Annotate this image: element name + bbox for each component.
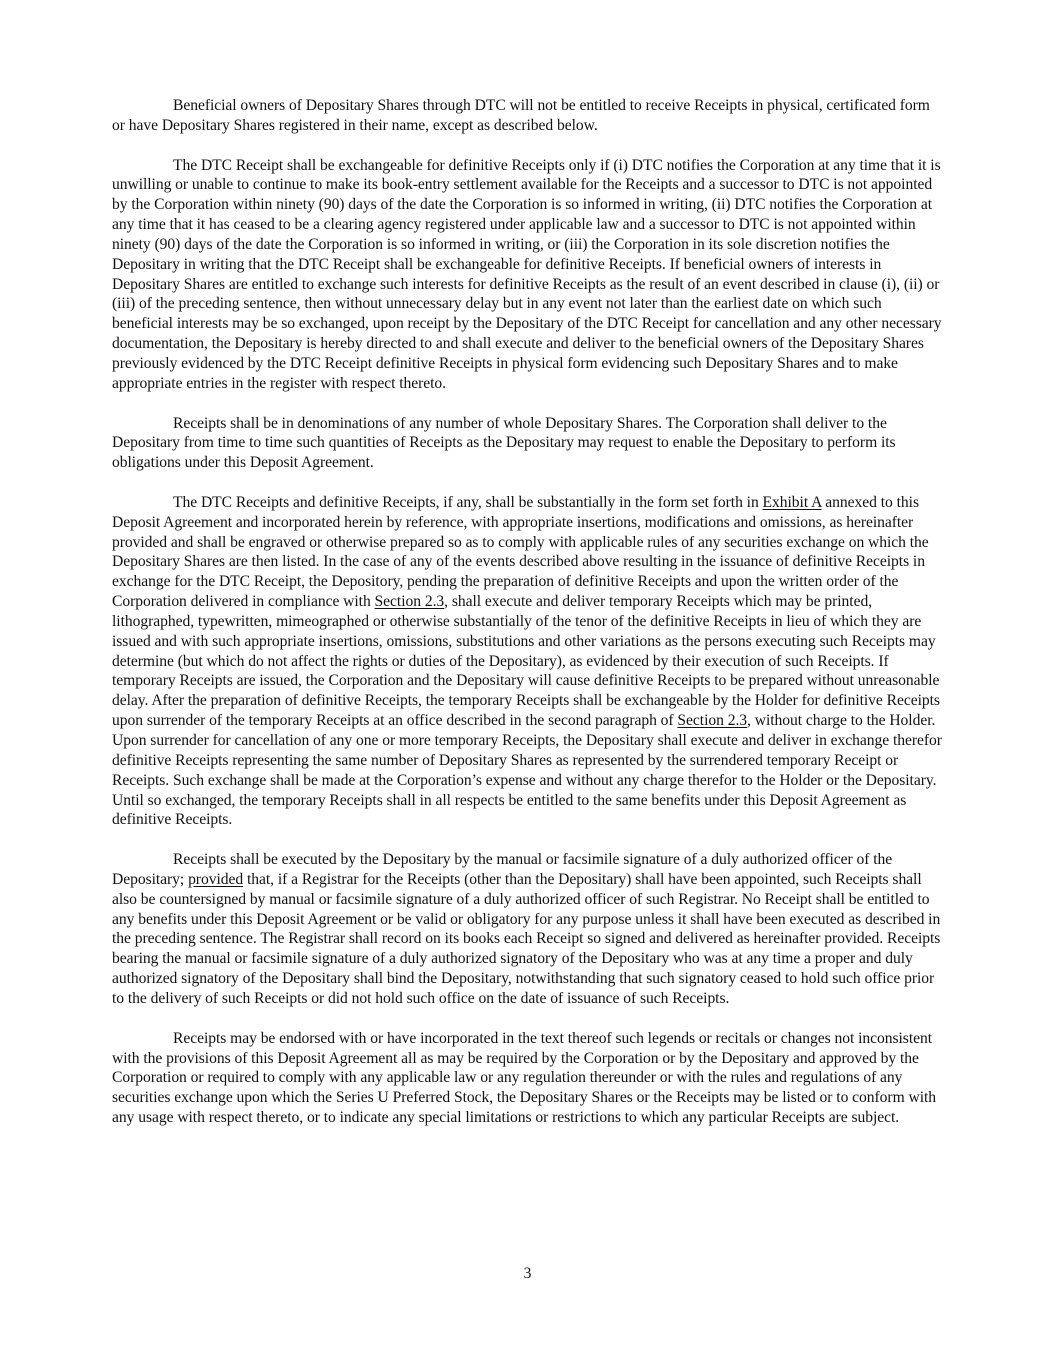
paragraph-beneficial-owners: Beneficial owners of Depositary Shares through DTC will not be entitled to receive Receipts in physical, certificated form or have Depositary Shares registered in their name, except as described below. (112, 97, 930, 134)
page-number: 3 (523, 1265, 532, 1282)
section-2-3-reference: Section 2.3 (677, 712, 748, 730)
section-2-3-reference: Section 2.3 (374, 593, 445, 611)
paragraph-form-of-receipts (112, 493, 944, 830)
paragraph-text: , shall execute and deliver temporary Receipts which may be printed, lithographed, typewritten, mimeographed or otherwise substantially of the tenor of the definitive Receipts in lieu of which they are issued and with such appropriate insertions, omissions, substitutions and other variations as the persons executing such Receipts may determine (but which do not affect the rights or duties of the Depositary), as evidenced by their execution of such Receipts. If temporary Receipts are issued, the Corporation and the Depositary will cause definitive Receipts to be prepared without unreasonable delay. After the preparation of definitive Receipts, the temporary Receipts shall be exchangeable by the Holder for definitive Receipts upon surrender of the temporary Receipts at an office described in the second paragraph of (112, 593, 940, 730)
paragraph-endorsements: Receipts may be endorsed with or have incorporated in the text thereof such legends or recitals or changes not inconsistent with the provisions of this Deposit Agreement all as may be required by the Corporation or by the Depositary and approved by the Corporation or required to comply with any applicable law or any regulation thereunder or with the rules and regulations of any securities exchange upon which the Series U Preferred Stock, the Depositary Shares or the Receipts may be listed or to conform with any usage with respect thereto, or to indicate any special limitations or restrictions to which any particular Receipts are subject. (112, 1029, 937, 1127)
paragraph-text: that, if a Registrar for the Receipts (other than the Depositary) shall have been appointed, such Receipts shall also be countersigned by manual or facsimile signature of a duly authorized officer of such Registrar. No Receipt shall be entitled to any benefits under this Deposit Agreement or be valid or obligatory for any purpose unless it shall have been executed as described in the preceding sentence. The Registrar shall record on its books each Receipt so signed and delivered as hereinafter provided. Receipts bearing the manual or facsimile signature of a duly authorized signatory of the Depositary who was at any time a proper and duly authorized signatory of the Depositary shall bind the Depositary, notwithstanding that such signatory ceased to hold such office prior to the delivery of such Receipts or did not hold such office on the date of issuance of such Receipts. (112, 870, 941, 1007)
paragraph-text: , without charge to the Holder. Upon surrender for cancellation of any one or more temporary Receipts, the Depositary shall execute and deliver in exchange therefor definitive Receipts representing the same number of Depositary Shares as represented by the surrendered temporary Receipt or Receipts. Such exchange shall be made at the Corporation’s expense and without any charge therefor to the Holder or the Depositary. Until so exchanged, the temporary Receipts shall in all respects be entitled to the same benefits under this Deposit Agreement as definitive Receipts. (112, 712, 942, 829)
paragraph-text: Receipts shall be executed by the Depositary by the manual or facsimile signature of a duly authorized officer of the Depositary; (112, 851, 893, 888)
paragraph-denominations: Receipts shall be in denominations of any number of whole Depositary Shares. The Corporation shall deliver to the Depositary from time to time such quantities of Receipts as the Depositary may request to enable the Depositary to perform its obligations under this Deposit Agreement. (112, 414, 896, 472)
paragraph-execution-of-receipts (112, 850, 944, 1009)
paragraph-text: The DTC Receipts and definitive Receipts, if any, shall be substantially in the form set forth in (173, 493, 763, 511)
exhibit-a-reference: Exhibit A (762, 493, 822, 511)
provided-term: provided (188, 870, 244, 888)
document-page (112, 96, 944, 1148)
paragraph-dtc-receipt-exchange: The DTC Receipt shall be exchangeable for definitive Receipts only if (i) DTC notifies the Corporation at any time that it is unwilling or unable to continue to make its book-entry settlement available for the Receipts and a successor to DTC is not appointed by the Corporation within ninety (90) days of the date the Corporation is so informed in writing, (ii) DTC notifies the Corporation at any time that it has ceased to be a clearing agency registered under applicable law and a successor to DTC is not appointed within ninety (90) days of the date the Corporation is so informed in writing, or (iii) the Corporation in its sole discretion notifies the Depositary in writing that the DTC Receipt shall be exchangeable for definitive Receipts. If beneficial owners of interests in Depositary Shares are entitled to exchange such interests for definitive Receipts as the result of an event described in clause (i), (ii) or (iii) of the preceding sentence, then without unnecessary delay but in any event not later than the earliest date on which such beneficial interests may be so exchanged, upon receipt by the Depositary of the DTC Receipt for cancellation and any other necessary documentation, the Depositary is hereby directed to and shall execute and deliver to the beneficial owners of the Depositary Shares previously evidenced by the DTC Receipt definitive Receipts in physical form evidencing such Depositary Shares and to make appropriate entries in the register with respect thereto. (112, 156, 942, 392)
paragraph-text: annexed to this Deposit Agreement and incorporated herein by reference, with appropriate insertions, modifications and omissions, as hereinafter provided and shall be engraved or otherwise prepared so as to comply with applicable rules of any securities exchange on which the Depositary Shares are then listed. In the case of any of the events described above resulting in the issuance of definitive Receipts in exchange for the DTC Receipt, the Depository, pending the preparation of definitive Receipts and upon the written order of the Corporation delivered in compliance with (112, 493, 929, 611)
